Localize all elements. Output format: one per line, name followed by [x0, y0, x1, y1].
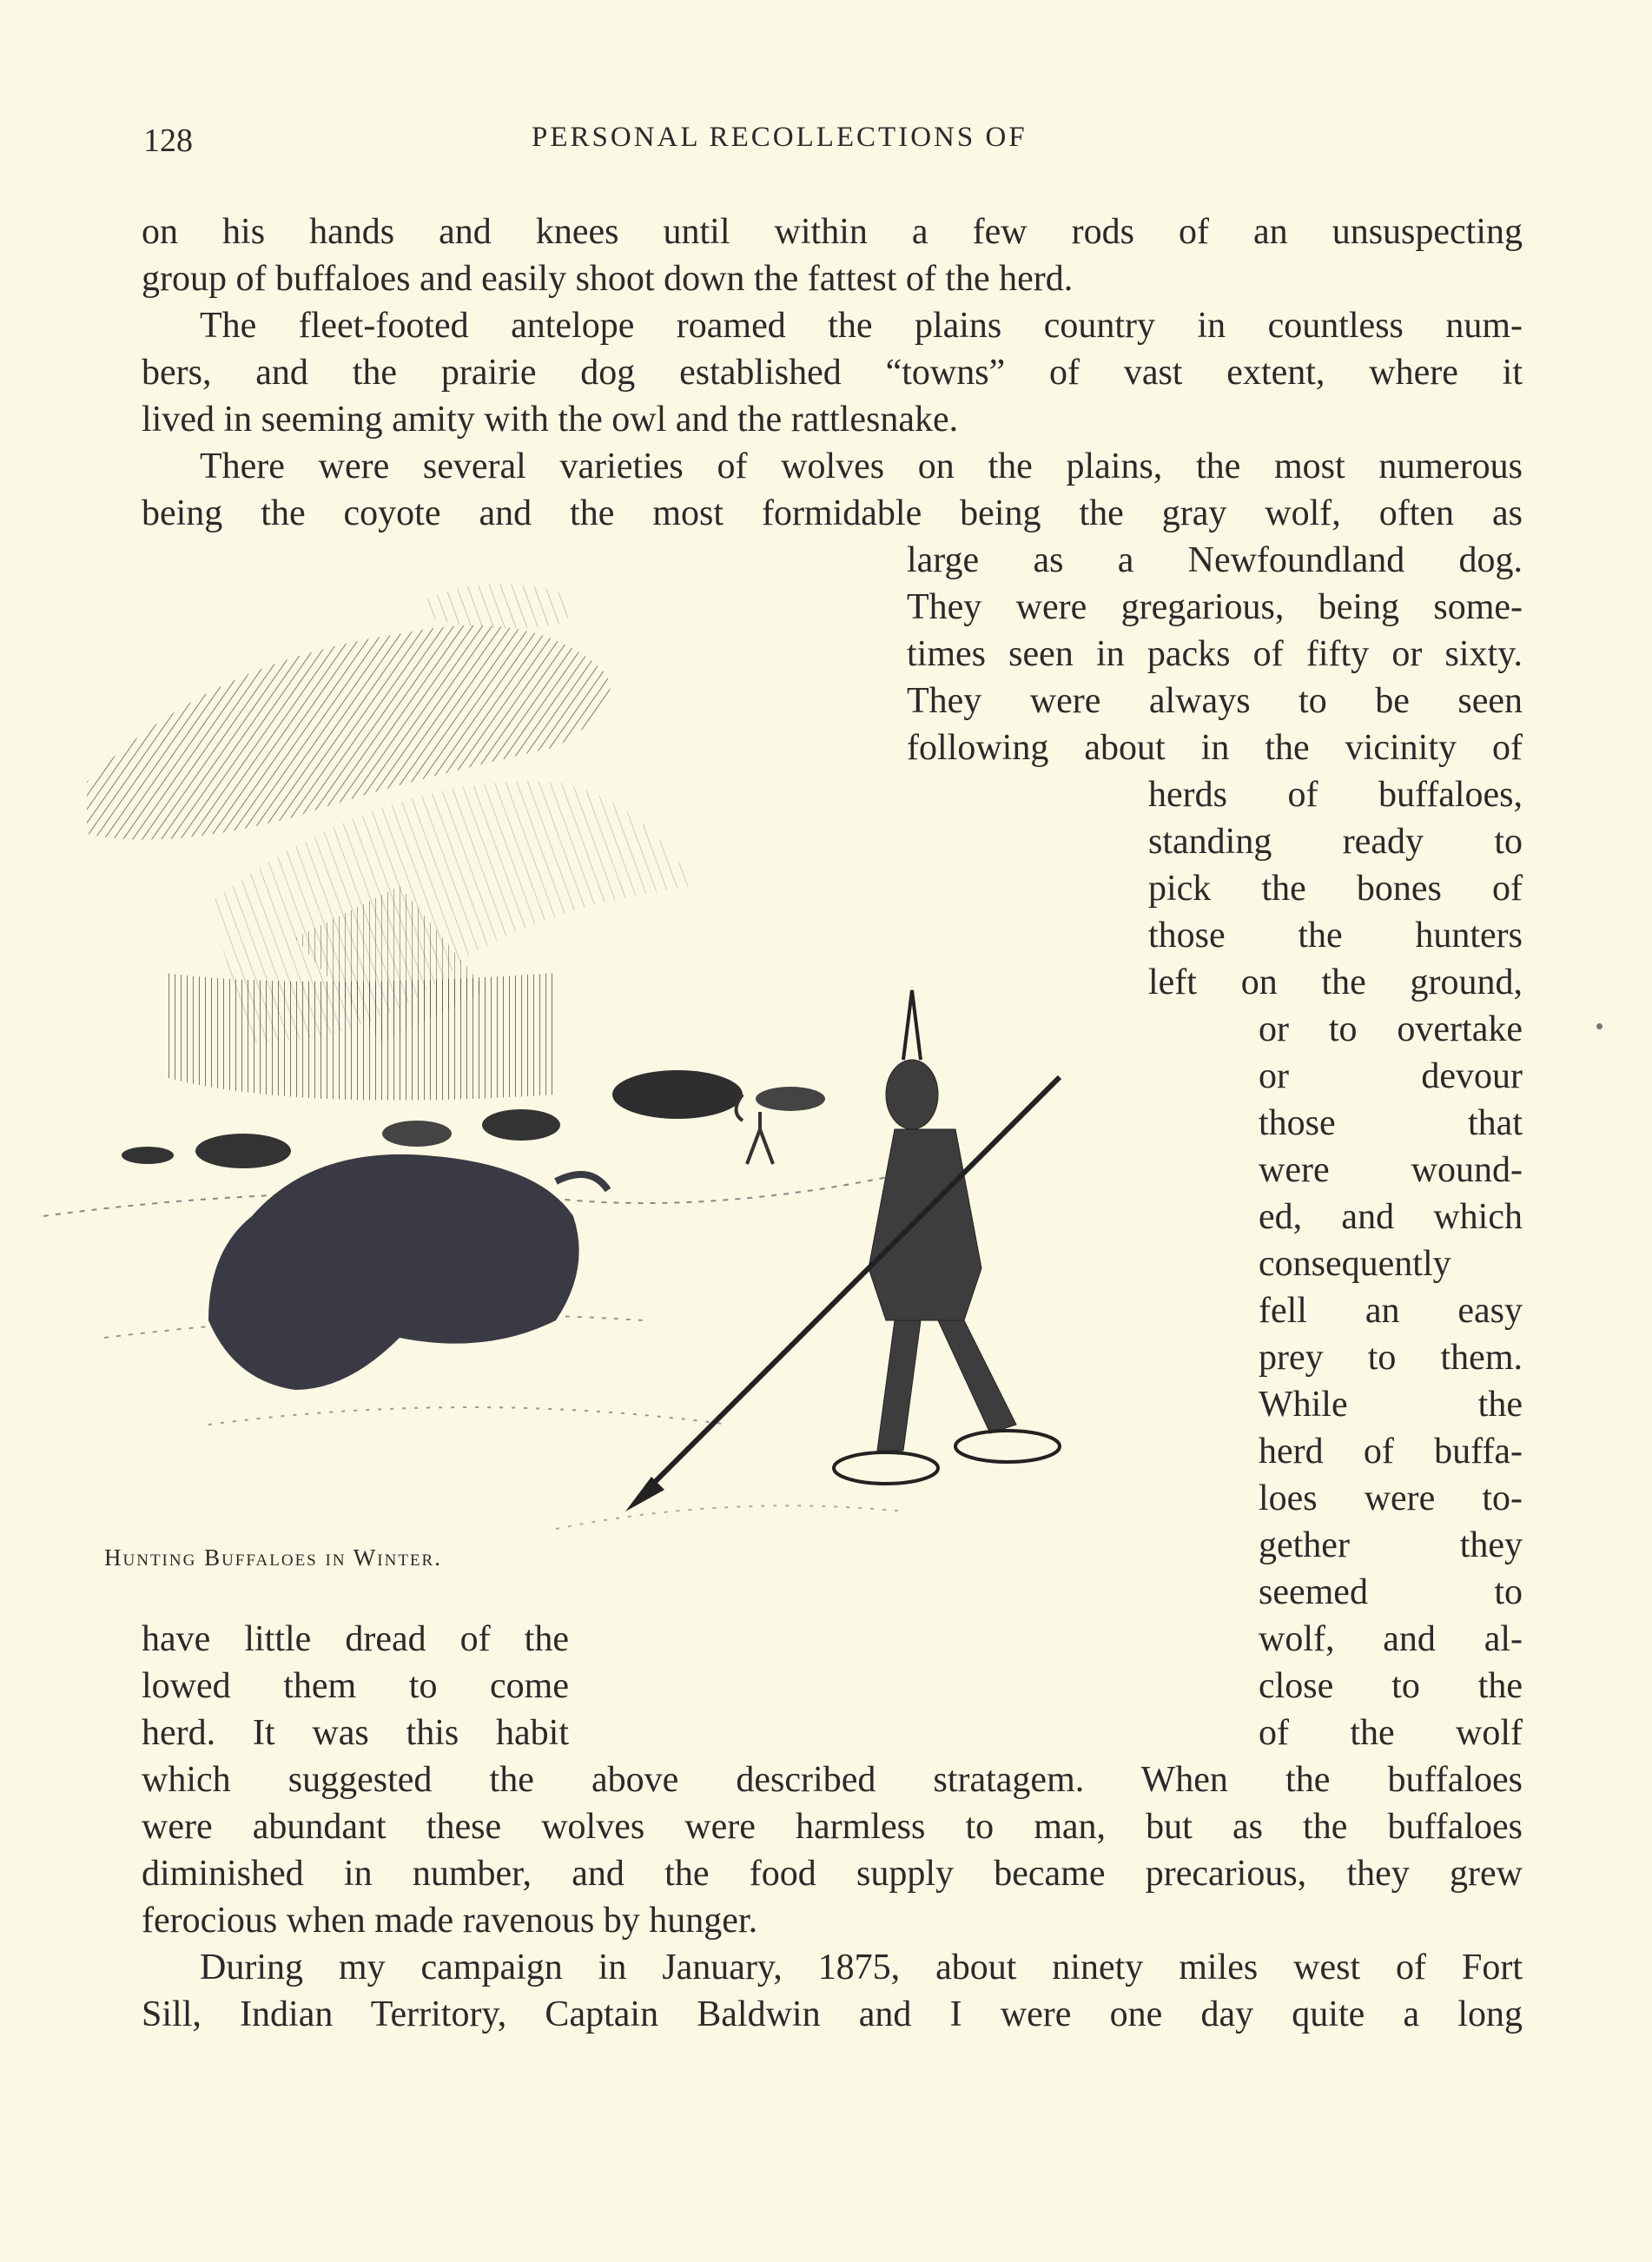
text-line: fell an easy	[1259, 1291, 1523, 1331]
text-line: lived in seeming amity with the owl and the rattlesnake.	[142, 400, 959, 440]
buffalo-hunt-illustration	[35, 556, 1268, 1650]
text-line: loes were to-	[1259, 1478, 1523, 1518]
text-line: The fleet-footed antelope roamed the plains country in countless num-	[200, 306, 1523, 346]
text-line: pick the bones of	[1148, 869, 1523, 909]
text-line: times seen in packs of fifty or sixty.	[907, 634, 1523, 674]
text-line: There were several varieties of wolves on the plains, the most numerous	[200, 446, 1523, 486]
text-line: have little dread of the	[142, 1619, 569, 1659]
text-line: following about in the vicinity of	[907, 728, 1523, 768]
text-line: large as a Newfoundland dog.	[907, 540, 1523, 580]
text-line: gether they	[1259, 1525, 1523, 1565]
text-line: During my campaign in January, 1875, about ninety miles west of Fort	[200, 1948, 1523, 1988]
text-line: Sill, Indian Territory, Captain Baldwin and I were one day quite a long	[142, 1994, 1523, 2034]
running-head: PERSONAL RECOLLECTIONS OF	[532, 122, 1028, 153]
text-line: seemed to	[1259, 1572, 1523, 1612]
text-line: They were gregarious, being some-	[907, 587, 1523, 627]
text-line: were wound-	[1259, 1150, 1523, 1190]
text-line: wolf, and al-	[1259, 1619, 1523, 1659]
text-line: standing ready to	[1148, 822, 1523, 862]
text-line: herds of buffaloes,	[1148, 775, 1523, 815]
text-line: group of buffaloes and easily shoot down the fattest of the herd.	[142, 259, 1074, 299]
text-line: close to the	[1259, 1666, 1523, 1706]
text-line: herd of buffa-	[1259, 1432, 1523, 1472]
text-line: ed, and which	[1259, 1197, 1523, 1237]
text-line: which suggested the above described stratagem. When the buffaloes	[142, 1760, 1523, 1800]
text-line: They were always to be seen	[907, 681, 1523, 721]
text-line: were abundant these wolves were harmless to man, but as the buffaloes	[142, 1807, 1523, 1847]
text-line: being the coyote and the most formidable being the gray wolf, often as	[142, 493, 1523, 533]
text-line: left on the ground,	[1148, 962, 1523, 1002]
text-line: those that	[1259, 1103, 1523, 1143]
text-line: bers, and the prairie dog established “towns” of vast extent, where it	[142, 353, 1523, 393]
text-line: prey to them.	[1259, 1338, 1523, 1378]
figure-caption: Hunting Buffaloes in Winter.	[104, 1544, 442, 1571]
text-line: those the hunters	[1148, 916, 1523, 956]
text-line: While the	[1259, 1385, 1523, 1425]
text-line: or devour	[1259, 1056, 1523, 1096]
text-line: on his hands and knees until within a few rods of an unsuspecting	[142, 212, 1523, 252]
text-line: consequently	[1259, 1244, 1451, 1284]
text-line: of the wolf	[1259, 1713, 1523, 1753]
text-line: lowed them to come	[142, 1666, 569, 1706]
text-line: or to overtake	[1259, 1009, 1523, 1049]
text-line: herd. It was this habit	[142, 1713, 569, 1753]
text-line: ferocious when made ravenous by hunger.	[142, 1901, 758, 1941]
text-line: diminished in number, and the food supply became precarious, they grew	[142, 1854, 1523, 1894]
paper-speck	[1596, 1023, 1602, 1029]
page-number: 128	[143, 122, 193, 159]
